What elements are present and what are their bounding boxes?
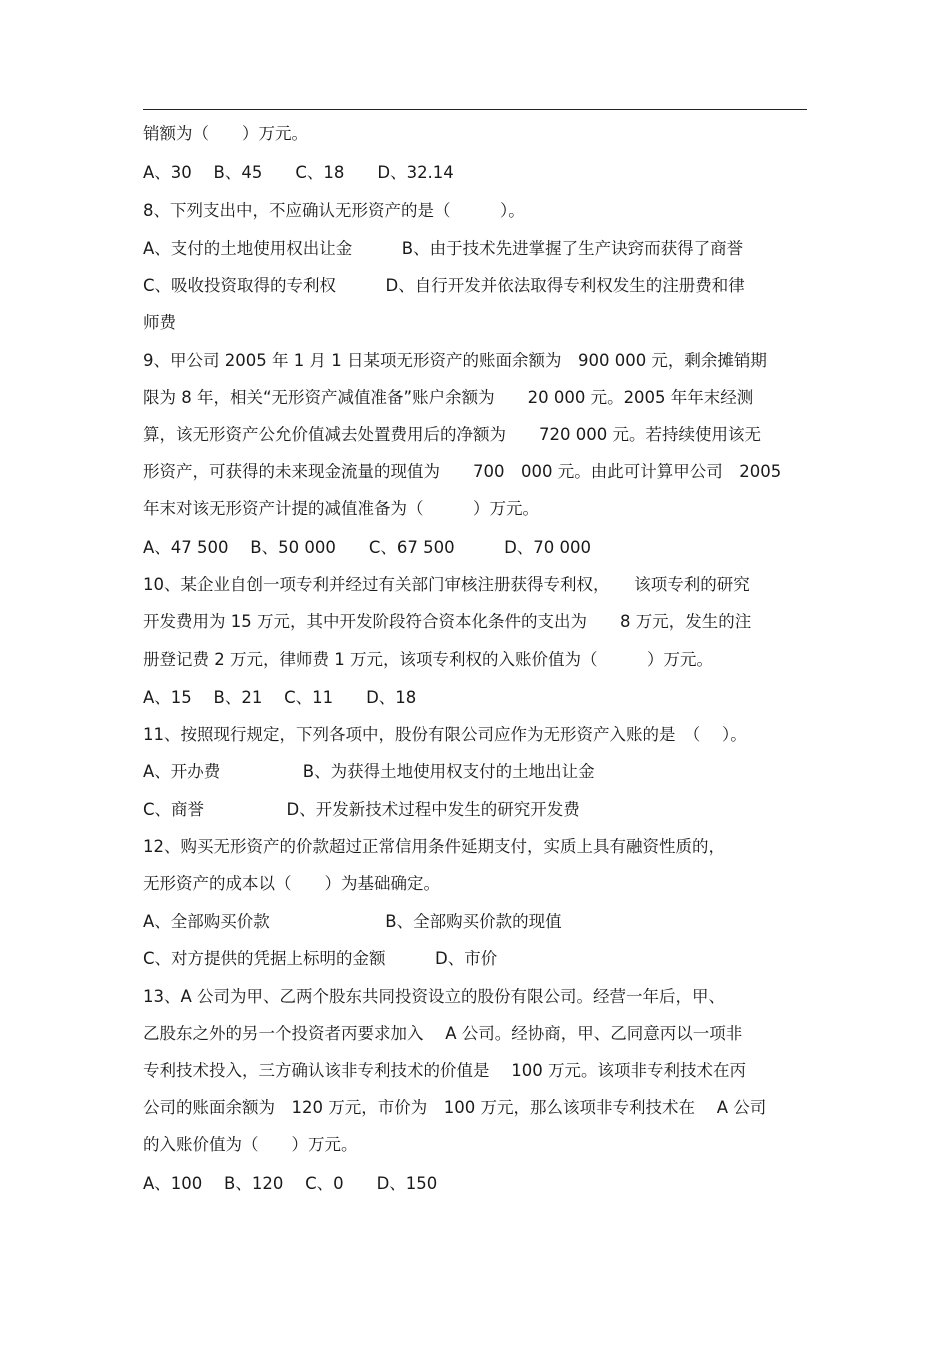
text-line: 的入账价值为（ ）万元。 xyxy=(143,1135,358,1154)
text-line: 销额为（ ）万元。 xyxy=(143,124,308,143)
question-8: 8、下列支出中，不应确认无形资产的是（ ）。 xyxy=(143,201,525,220)
question-13: 13、A 公司为甲、乙两个股东共同投资设立的股份有限公司。经营一年后，甲、 xyxy=(143,987,726,1006)
answer-options: A、全部购买价款 B、全部购买价款的现值 xyxy=(143,912,562,931)
text-line: 年末对该无形资产计提的减值准备为（ ）万元。 xyxy=(143,499,539,518)
text-line: 师费 xyxy=(143,313,176,332)
text-line: 形资产，可获得的未来现金流量的现值为 700 000 元。由此可计算甲公司 2005 xyxy=(143,462,782,481)
text-line: 限为 8 年，相关“无形资产减值准备”账户余额为 20 000 元。2005 年年末经测 xyxy=(143,388,754,407)
answer-options: A、15 B、21 C、11 D、18 xyxy=(143,688,417,707)
question-11: 11、按照现行规定，下列各项中，股份有限公司应作为无形资产入账的是 （ ）。 xyxy=(143,725,747,744)
answer-options: A、47 500 B、50 000 C、67 500 D、70 000 xyxy=(143,538,592,557)
answer-options: A、开办费 B、为获得土地使用权支付的土地出让金 xyxy=(143,762,595,781)
text-line: 无形资产的成本以（ ）为基础确定。 xyxy=(143,874,440,893)
text-line: 公司的账面余额为 120 万元，市价为 100 万元，那么该项非专利技术在 A 公司 xyxy=(143,1098,767,1117)
header-rule xyxy=(143,109,807,110)
question-10: 10、某企业自创一项专利并经过有关部门审核注册获得专利权， 该项专利的研究 xyxy=(143,575,750,594)
text-line: 册登记费 2 万元，律师费 1 万元，该项专利权的入账价值为（ ）万元。 xyxy=(143,650,713,669)
answer-options: C、吸收投资取得的专利权 D、自行开发并依法取得专利权发生的注册费和律 xyxy=(143,276,745,295)
text-line: 乙股东之外的另一个投资者丙要求加入 A 公司。经协商，甲、乙同意丙以一项非 xyxy=(143,1024,743,1043)
answer-options: A、30 B、45 C、18 D、32.14 xyxy=(143,163,454,182)
question-12: 12、购买无形资产的价款超过正常信用条件延期支付，实质上具有融资性质的， xyxy=(143,837,725,856)
answer-options: C、对方提供的凭据上标明的金额 D、市价 xyxy=(143,949,498,968)
answer-options: C、商誉 D、开发新技术过程中发生的研究开发费 xyxy=(143,800,580,819)
answer-options: A、支付的土地使用权出让金 B、由于技术先进掌握了生产诀窍而获得了商誉 xyxy=(143,239,744,258)
answer-options: A、100 B、120 C、0 D、150 xyxy=(143,1174,438,1193)
question-9: 9、甲公司 2005 年 1 月 1 日某项无形资产的账面余额为 900 000 元，剩余摊销期 xyxy=(143,351,767,370)
text-line: 算，该无形资产公允价值减去处置费用后的净额为 720 000 元。若持续使用该无 xyxy=(143,425,761,444)
text-line: 开发费用为 15 万元，其中开发阶段符合资本化条件的支出为 8 万元，发生的注 xyxy=(143,612,752,631)
text-line: 专利技术投入，三方确认该非专利技术的价值是 100 万元。该项非专利技术在丙 xyxy=(143,1061,746,1080)
